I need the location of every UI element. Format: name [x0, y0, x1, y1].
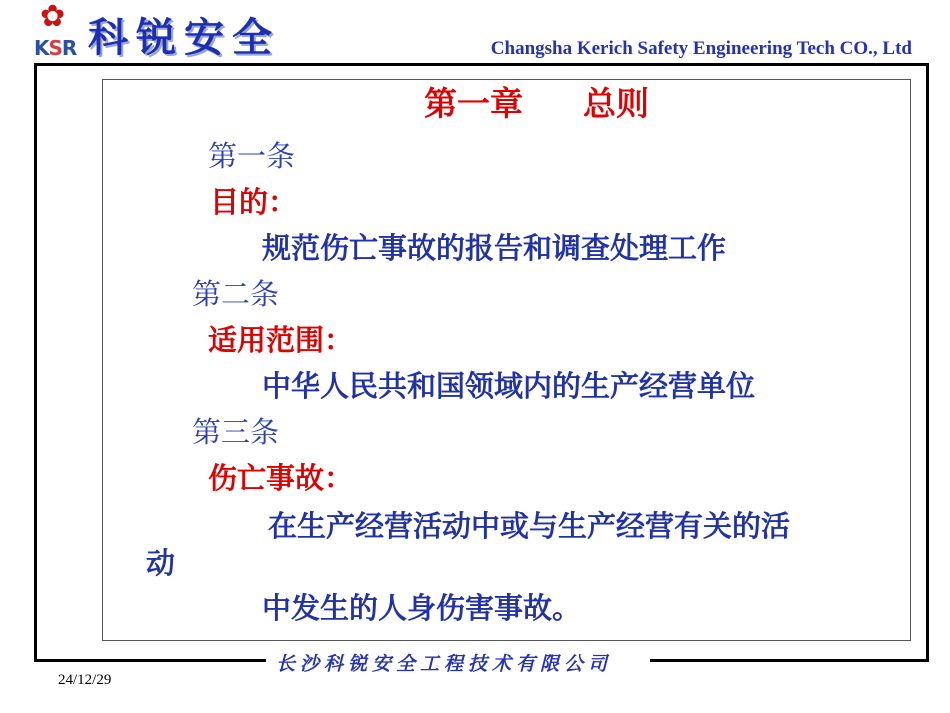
article3-label: 第三条 — [192, 415, 280, 449]
article3-content-line2: 动 — [146, 546, 176, 580]
footer-divider-right — [650, 659, 929, 662]
flower-icon: ✿ — [40, 0, 66, 34]
slide-date: 24/12/29 — [58, 672, 112, 688]
chapter-name: 总则 — [583, 84, 649, 123]
article2-content: 中华人民共和国领域内的生产经营单位 — [262, 369, 756, 403]
article1-content: 规范伤亡事故的报告和调查处理工作 — [262, 231, 727, 265]
article3-content-line3: 中发生的人身伤害事故。 — [262, 591, 582, 625]
article1-heading: 目的： — [210, 185, 298, 219]
article2-heading: 适用范围： — [208, 323, 354, 357]
article3-content-line1: 在生产经营活动中或与生产经营有关的活 — [268, 509, 791, 543]
article2-label: 第二条 — [192, 277, 280, 311]
chapter-number: 第一章 — [424, 84, 523, 123]
chapter-title — [424, 86, 649, 122]
logo-text: 科锐安全 — [88, 14, 280, 61]
company-name-chinese: 长沙科锐安全工程技术有限公司 — [276, 653, 613, 675]
company-name-english: Changsha Kerich Safety Engineering Tech CO., Ltd — [490, 38, 912, 59]
company-logo — [32, 0, 322, 62]
footer-divider-left — [34, 659, 266, 662]
article1-label: 第一条 — [208, 139, 296, 173]
logo-mark — [32, 2, 88, 60]
article3-heading: 伤亡事故： — [208, 461, 354, 495]
logo-abbreviation: KSR — [34, 36, 77, 60]
